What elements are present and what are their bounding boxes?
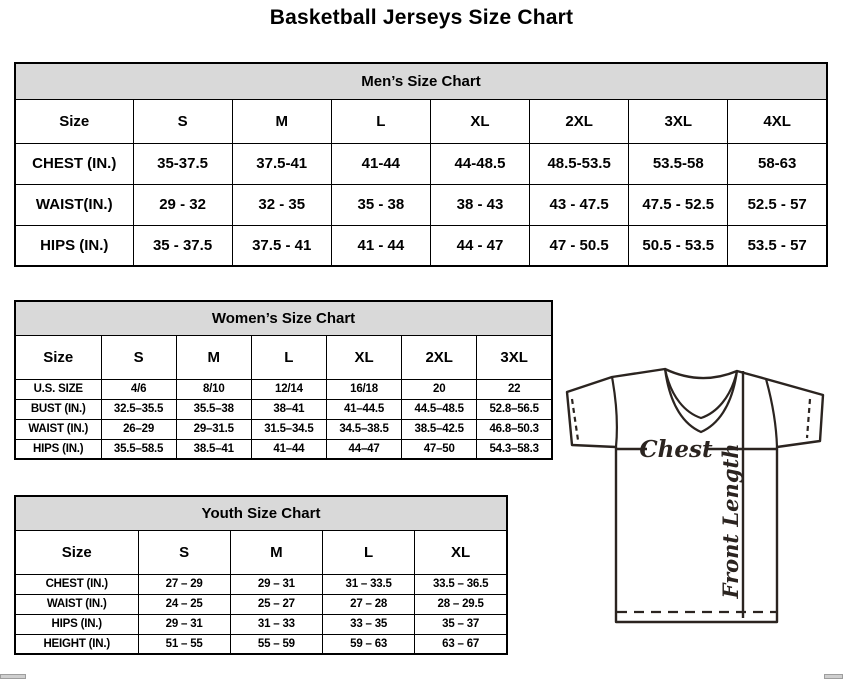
size-value-cell: 44 - 47 <box>430 225 529 266</box>
size-value-cell: 44-48.5 <box>430 143 529 184</box>
row-label: HEIGHT (IN.) <box>15 634 138 654</box>
size-value-cell: 35 - 38 <box>331 184 430 225</box>
size-value-cell: 47.5 - 52.5 <box>629 184 728 225</box>
size-value-cell: 48.5-53.5 <box>530 143 629 184</box>
size-value-cell: 51 – 55 <box>138 634 230 654</box>
size-value-cell: 31 – 33.5 <box>323 574 415 594</box>
size-value-cell: 27 – 28 <box>323 594 415 614</box>
size-value-cell: 41 - 44 <box>331 225 430 266</box>
size-value-cell: 32.5–35.5 <box>101 399 176 419</box>
size-value-cell: 33 – 35 <box>323 614 415 634</box>
size-value-cell: 12/14 <box>251 379 326 399</box>
table-header-row <box>15 335 552 379</box>
size-value-cell: 63 – 67 <box>415 634 507 654</box>
size-value-cell: 26–29 <box>101 419 176 439</box>
size-value-cell: 41–44.5 <box>326 399 401 419</box>
size-value-cell: 59 – 63 <box>323 634 415 654</box>
column-header: L <box>323 530 415 574</box>
table-title-row <box>15 301 552 335</box>
row-label: WAIST(IN.) <box>15 184 133 225</box>
size-value-cell: 27 – 29 <box>138 574 230 594</box>
youth-size-chart-table <box>14 495 508 655</box>
size-value-cell: 43 - 47.5 <box>530 184 629 225</box>
chest-label: Chest <box>639 436 713 463</box>
size-value-cell: 38–41 <box>251 399 326 419</box>
column-header: 2XL <box>530 99 629 143</box>
column-header: S <box>101 335 176 379</box>
size-value-cell: 35 - 37.5 <box>133 225 232 266</box>
table-row <box>15 225 827 266</box>
column-header: L <box>251 335 326 379</box>
size-value-cell: 38 - 43 <box>430 184 529 225</box>
table-row <box>15 634 507 654</box>
page-title: Basketball Jerseys Size Chart <box>269 6 574 29</box>
table-row <box>15 379 552 399</box>
size-value-cell: 38.5–42.5 <box>402 419 477 439</box>
row-label: CHEST (IN.) <box>15 574 138 594</box>
front-length-label: Front Length <box>718 443 743 599</box>
size-value-cell: 46.8–50.3 <box>477 419 552 439</box>
column-header: 3XL <box>629 99 728 143</box>
table-title: Men’s Size Chart <box>15 63 827 99</box>
jersey-diagram <box>555 355 843 640</box>
row-label: HIPS (IN.) <box>15 225 133 266</box>
size-value-cell: 29 – 31 <box>138 614 230 634</box>
column-header: S <box>133 99 232 143</box>
row-label: HIPS (IN.) <box>15 614 138 634</box>
table-title: Women’s Size Chart <box>15 301 552 335</box>
size-value-cell: 54.3–58.3 <box>477 439 552 459</box>
size-value-cell: 37.5 - 41 <box>232 225 331 266</box>
row-label: HIPS (IN.) <box>15 439 101 459</box>
womens-size-chart-table <box>14 300 553 460</box>
size-value-cell: 29–31.5 <box>176 419 251 439</box>
size-value-cell: 16/18 <box>326 379 401 399</box>
row-label: WAIST (IN.) <box>15 594 138 614</box>
column-header: Size <box>15 335 101 379</box>
column-header: 2XL <box>402 335 477 379</box>
size-value-cell: 35-37.5 <box>133 143 232 184</box>
size-value-cell: 35.5–38 <box>176 399 251 419</box>
column-header: XL <box>430 99 529 143</box>
column-header: XL <box>326 335 401 379</box>
size-value-cell: 53.5-58 <box>629 143 728 184</box>
row-label: WAIST (IN.) <box>15 419 101 439</box>
size-value-cell: 41–44 <box>251 439 326 459</box>
column-header: M <box>230 530 322 574</box>
size-value-cell: 37.5-41 <box>232 143 331 184</box>
table-row <box>15 143 827 184</box>
table-row <box>15 574 507 594</box>
table-title: Youth Size Chart <box>15 496 507 530</box>
size-value-cell: 20 <box>402 379 477 399</box>
table-title-row <box>15 63 827 99</box>
column-header: M <box>232 99 331 143</box>
size-value-cell: 50.5 - 53.5 <box>629 225 728 266</box>
table-row <box>15 419 552 439</box>
column-header: L <box>331 99 430 143</box>
row-label: BUST (IN.) <box>15 399 101 419</box>
mens-size-chart-table <box>14 62 828 267</box>
size-value-cell: 8/10 <box>176 379 251 399</box>
size-value-cell: 29 – 31 <box>230 574 322 594</box>
size-value-cell: 52.5 - 57 <box>728 184 827 225</box>
table-header-row <box>15 530 507 574</box>
row-label: CHEST (IN.) <box>15 143 133 184</box>
column-header: 4XL <box>728 99 827 143</box>
partial-element-bottom-left <box>0 674 26 679</box>
size-value-cell: 22 <box>477 379 552 399</box>
size-value-cell: 31 – 33 <box>230 614 322 634</box>
size-value-cell: 24 – 25 <box>138 594 230 614</box>
size-value-cell: 33.5 – 36.5 <box>415 574 507 594</box>
table-row <box>15 439 552 459</box>
size-value-cell: 38.5–41 <box>176 439 251 459</box>
size-value-cell: 34.5–38.5 <box>326 419 401 439</box>
size-value-cell: 47 - 50.5 <box>530 225 629 266</box>
jersey-outline <box>567 369 823 622</box>
size-value-cell: 55 – 59 <box>230 634 322 654</box>
size-value-cell: 31.5–34.5 <box>251 419 326 439</box>
size-value-cell: 32 - 35 <box>232 184 331 225</box>
table-title-row <box>15 496 507 530</box>
partial-element-bottom-right <box>824 674 843 679</box>
size-value-cell: 29 - 32 <box>133 184 232 225</box>
row-label: U.S. SIZE <box>15 379 101 399</box>
column-header: 3XL <box>477 335 552 379</box>
size-value-cell: 35.5–58.5 <box>101 439 176 459</box>
size-value-cell: 41-44 <box>331 143 430 184</box>
table-row <box>15 184 827 225</box>
size-value-cell: 47–50 <box>402 439 477 459</box>
table-row <box>15 594 507 614</box>
size-value-cell: 4/6 <box>101 379 176 399</box>
size-value-cell: 25 – 27 <box>230 594 322 614</box>
table-row <box>15 399 552 419</box>
column-header: XL <box>415 530 507 574</box>
size-value-cell: 35 – 37 <box>415 614 507 634</box>
column-header: S <box>138 530 230 574</box>
size-value-cell: 58-63 <box>728 143 827 184</box>
table-header-row <box>15 99 827 143</box>
size-value-cell: 44–47 <box>326 439 401 459</box>
column-header: Size <box>15 99 133 143</box>
column-header: M <box>176 335 251 379</box>
column-header: Size <box>15 530 138 574</box>
size-value-cell: 44.5–48.5 <box>402 399 477 419</box>
table-row <box>15 614 507 634</box>
size-value-cell: 52.8–56.5 <box>477 399 552 419</box>
size-value-cell: 53.5 - 57 <box>728 225 827 266</box>
size-value-cell: 28 – 29.5 <box>415 594 507 614</box>
